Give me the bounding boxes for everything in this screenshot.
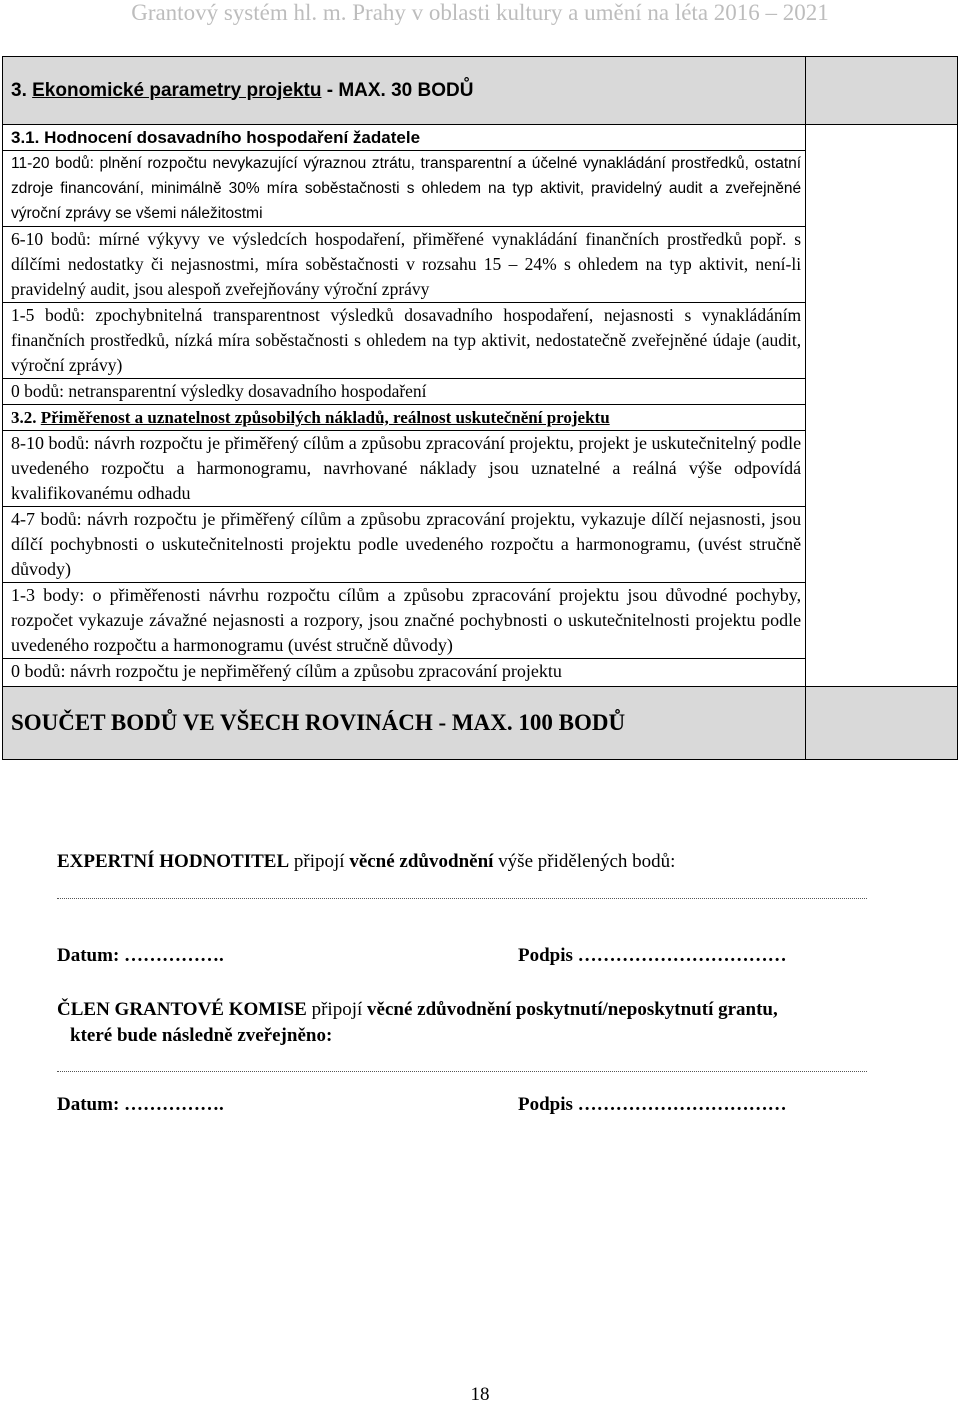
member-signature-row [57, 1094, 897, 1116]
criterion-3-2-c: 1-3 body: o přiměřenosti návrhu rozpočtu cílům a způsobu zpracování projektu jsou důvodné pochyby, rozpočet vykazuje závažné nejasnosti a rozpory, jsou značné pochybnosti o uskutečnitelnosti projektu podle uvedeného rozpočtu a harmonogramu (uvést stručně důvody) [3, 583, 806, 659]
criterion-3-2-a: 8-10 bodů: návrh rozpočtu je přiměřený cílům a způsobu zpracování projektu, projekt je uskutečnitelný podle uvedeného rozpočtu a harmonogramu, navrhované náklady jsou uznatelné a reálná výše odpovídá kvalifikovanému odhadu [3, 431, 806, 507]
member-date-field[interactable]: Datum: ……………. [57, 1094, 224, 1115]
expert-justification-field[interactable] [57, 897, 867, 899]
expert-signature-row [57, 945, 897, 967]
expert-date-field[interactable]: Datum: ……………. [57, 945, 224, 966]
criterion-3-1-c: 1-5 bodů: zpochybnitelná transparentnost výsledků dosavadního hospodaření, nejasnosti s vynakládáním finančních prostředků, nízká míra soběstačnosti s ohledem na typ aktivit, nedostatečně zveřejněné údaje (audit, výroční zprávy) [3, 303, 806, 379]
total-row [3, 687, 958, 760]
section3-1-title: 3.1. Hodnocení dosavadního hospodaření žadatele [3, 125, 806, 151]
member-justification-field[interactable] [57, 1070, 867, 1072]
total-label: SOUČET BODŮ VE VŠECH ROVINÁCH - MAX. 100 BODŮ [3, 687, 806, 760]
score-cell[interactable] [806, 125, 958, 687]
running-header: Grantový systém hl. m. Prahy v oblasti kultury a umění na léta 2016 – 2021 [131, 0, 829, 25]
total-score-cell[interactable] [806, 687, 958, 760]
evaluation-table [2, 56, 958, 760]
section3-2-title: 3.2. Přiměřenost a uznatelnost způsobilých nákladů, reálnost uskutečnění projektu [3, 405, 806, 431]
section3-header-row [3, 57, 958, 125]
expert-signature-field[interactable]: Podpis …………………………… [518, 945, 787, 966]
section3-score-header [806, 57, 958, 125]
section3-title: 3. Ekonomické parametry projektu - MAX. 30 BODŮ [3, 57, 806, 125]
criterion-3-2-b: 4-7 bodů: návrh rozpočtu je přiměřený cílům a způsobu zpracování projektu, vykazuje dílčí nejasnosti, jsou dílčí pochybnosti o uskutečnitelnosti projektu podle uvedeného rozpočtu a harmonogramu, (uvést stručně důvody) [3, 507, 806, 583]
committee-member-line: ČLEN GRANTOVÉ KOMISE připojí věcné zdůvodnění poskytnutí/neposkytnutí grantu, které bude následně zveřejněno: [57, 999, 778, 1046]
criterion-3-1-b: 6-10 bodů: mírné výkyvy ve výsledcích hospodaření, přiměřené vynakládání finančních prostředků popř. s dílčími nedostatky či nejasnostmi, míra soběstačnosti v rozsahu 15 – 24% s ohledem na typ aktivit, není-li pravidelný audit, jsou alespoň zveřejňovány výroční zprávy [3, 227, 806, 303]
criterion-3-2-d: 0 bodů: návrh rozpočtu je nepřiměřený cílům a způsobu zpracování projektu [3, 659, 806, 687]
expert-evaluator-line: EXPERTNÍ HODNOTITEL připojí věcné zdůvodnění výše přidělených bodů: [57, 851, 676, 872]
criterion-3-1-d: 0 bodů: netransparentní výsledky dosavadního hospodaření [3, 379, 806, 405]
section3-1-title-row [3, 125, 958, 151]
page-number: 18 [470, 1384, 490, 1405]
criterion-3-1-a: 11-20 bodů: plnění rozpočtu nevykazující výraznou ztrátu, transparentní a účelné vynakládání prostředků, ostatní zdroje financování, minimálně 30% míra soběstačnosti s ohledem na typ aktivit, pravidelný audit a zveřejněné výroční zprávy se všemi náležitostmi [3, 151, 806, 227]
member-signature-field[interactable]: Podpis …………………………… [518, 1094, 787, 1115]
